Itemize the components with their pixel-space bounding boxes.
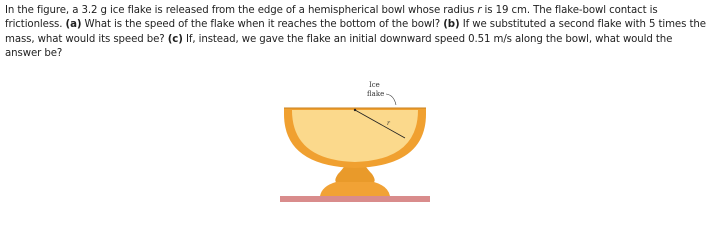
- ice-label: Ice: [369, 81, 380, 89]
- problem-intro: In the figure, a 3.2 g ice flake is released from the edge of a hemispherical bowl whose radius: [5, 5, 478, 16]
- problem-intro-cont: is 19 cm. The flake-bowl contact is frictionless.: [5, 5, 658, 31]
- part-b-text: If we substituted a second flake with 5 times the mass, what would its speed be?: [5, 19, 706, 45]
- bowl-illustration: [280, 74, 430, 206]
- flake-label: flake: [367, 90, 385, 98]
- part-a-label: (a): [65, 19, 82, 31]
- ground-strip: [280, 196, 430, 202]
- part-c-label: (c): [167, 33, 183, 45]
- part-b-label: (b): [443, 19, 460, 31]
- part-c-text: If, instead, we gave the flake an initial downward speed 0.51 m/s along the bowl, what would the answer be?: [5, 33, 673, 60]
- part-a-text: What is the speed of the flake when it reaches the bottom of the bowl?: [81, 19, 444, 31]
- flake-leader-line: [386, 94, 396, 105]
- bowl-base: [320, 182, 390, 196]
- ice-flake-dot: [354, 109, 356, 111]
- bowl-figure: [280, 74, 430, 206]
- radius-symbol: r: [477, 5, 482, 16]
- radius-label: r: [387, 120, 390, 127]
- problem-statement: [5, 4, 711, 62]
